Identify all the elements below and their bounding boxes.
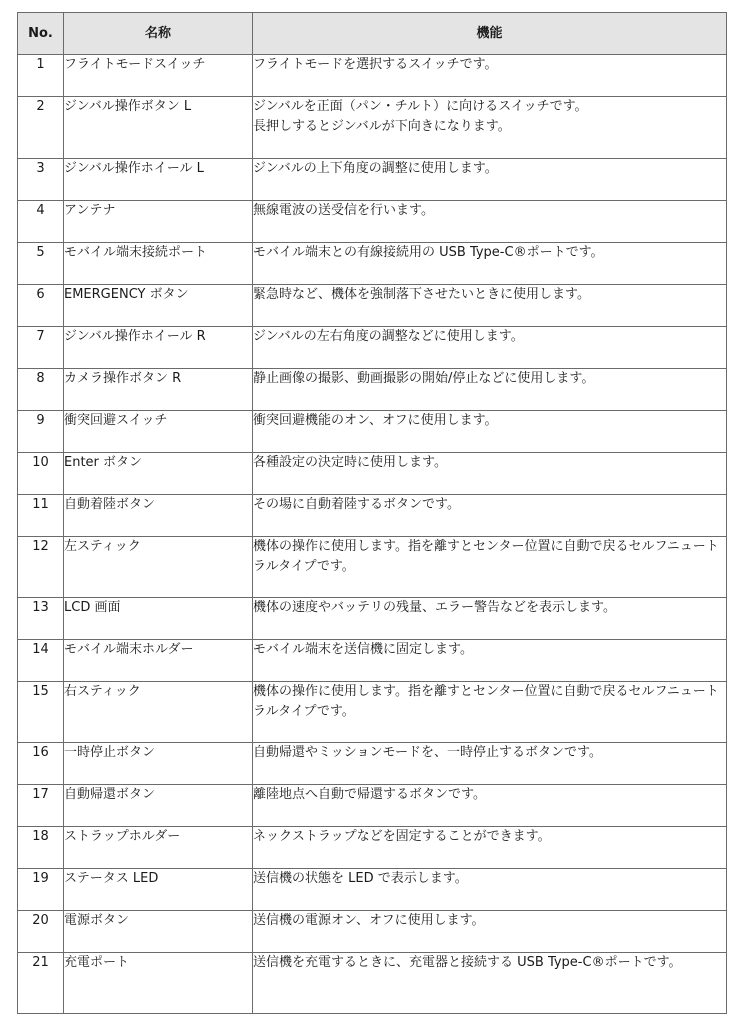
cell-name: EMERGENCY ボタン xyxy=(64,285,253,327)
cell-no: 7 xyxy=(18,327,64,369)
cell-no: 11 xyxy=(18,495,64,537)
cell-no: 20 xyxy=(18,911,64,953)
table-row xyxy=(18,327,727,369)
cell-no: 1 xyxy=(18,55,64,97)
cell-function: 離陸地点へ自動で帰還するボタンです。 xyxy=(253,785,727,827)
cell-no: 21 xyxy=(18,953,64,1014)
cell-no: 6 xyxy=(18,285,64,327)
document-page xyxy=(17,12,726,1014)
table-row xyxy=(18,453,727,495)
cell-no: 8 xyxy=(18,369,64,411)
table-row xyxy=(18,55,727,97)
cell-no: 3 xyxy=(18,159,64,201)
cell-function: ネックストラップなどを固定することができます。 xyxy=(253,827,727,869)
cell-function: ジンバルの左右角度の調整などに使用します。 xyxy=(253,327,727,369)
cell-function: 送信機の電源オン、オフに使用します。 xyxy=(253,911,727,953)
cell-function: 機体の操作に使用します。指を離すとセンター位置に自動で戻るセルフニュートラルタイプです。 xyxy=(253,537,727,598)
cell-function: モバイル端末を送信機に固定します。 xyxy=(253,640,727,682)
cell-name: モバイル端末ホルダー xyxy=(64,640,253,682)
cell-name: モバイル端末接続ポート xyxy=(64,243,253,285)
cell-name: 一時停止ボタン xyxy=(64,743,253,785)
cell-name: ステータス LED xyxy=(64,869,253,911)
cell-no: 10 xyxy=(18,453,64,495)
cell-no: 15 xyxy=(18,682,64,743)
cell-function: モバイル端末との有線接続用の USB Type-C®ポートです。 xyxy=(253,243,727,285)
cell-no: 2 xyxy=(18,97,64,159)
header-no: No. xyxy=(18,13,64,55)
table-row xyxy=(18,640,727,682)
cell-no: 18 xyxy=(18,827,64,869)
cell-name: 左スティック xyxy=(64,537,253,598)
cell-function: ジンバルを正面（パン・チルト）に向けるスイッチです。 長押しするとジンバルが下向きになります。 xyxy=(253,97,727,159)
cell-no: 19 xyxy=(18,869,64,911)
cell-function: 機体の操作に使用します。指を離すとセンター位置に自動で戻るセルフニュートラルタイプです。 xyxy=(253,682,727,743)
cell-name: 自動帰還ボタン xyxy=(64,785,253,827)
cell-function: フライトモードを選択するスイッチです。 xyxy=(253,55,727,97)
cell-function: 衝突回避機能のオン、オフに使用します。 xyxy=(253,411,727,453)
cell-no: 12 xyxy=(18,537,64,598)
cell-function: 送信機を充電するときに、充電器と接続する USB Type-C®ポートです。 xyxy=(253,953,727,1014)
cell-function: その場に自動着陸するボタンです。 xyxy=(253,495,727,537)
cell-function: 各種設定の決定時に使用します。 xyxy=(253,453,727,495)
table-row xyxy=(18,159,727,201)
cell-name: ジンバル操作ボタン L xyxy=(64,97,253,159)
table-row xyxy=(18,243,727,285)
table-row xyxy=(18,97,727,159)
table-header-row xyxy=(18,13,727,55)
cell-no: 16 xyxy=(18,743,64,785)
table-row xyxy=(18,598,727,640)
cell-name: 右スティック xyxy=(64,682,253,743)
cell-name: ストラップホルダー xyxy=(64,827,253,869)
table-row xyxy=(18,911,727,953)
cell-function: 無線電波の送受信を行います。 xyxy=(253,201,727,243)
cell-name: 衝突回避スイッチ xyxy=(64,411,253,453)
table-row xyxy=(18,411,727,453)
cell-function: 緊急時など、機体を強制落下させたいときに使用します。 xyxy=(253,285,727,327)
cell-no: 17 xyxy=(18,785,64,827)
table-row xyxy=(18,285,727,327)
table-row xyxy=(18,869,727,911)
cell-function: 送信機の状態を LED で表示します。 xyxy=(253,869,727,911)
table-row xyxy=(18,537,727,598)
cell-no: 13 xyxy=(18,598,64,640)
table-row xyxy=(18,682,727,743)
cell-name: アンテナ xyxy=(64,201,253,243)
cell-no: 14 xyxy=(18,640,64,682)
table-row xyxy=(18,369,727,411)
cell-no: 5 xyxy=(18,243,64,285)
cell-no: 4 xyxy=(18,201,64,243)
cell-name: Enter ボタン xyxy=(64,453,253,495)
table-row xyxy=(18,953,727,1014)
cell-function: 機体の速度やバッテリの残量、エラー警告などを表示します。 xyxy=(253,598,727,640)
cell-name: 自動着陸ボタン xyxy=(64,495,253,537)
table-body xyxy=(18,55,727,1014)
cell-function: ジンバルの上下角度の調整に使用します。 xyxy=(253,159,727,201)
cell-no: 9 xyxy=(18,411,64,453)
component-table xyxy=(17,12,727,1014)
table-row xyxy=(18,495,727,537)
table-row xyxy=(18,743,727,785)
cell-name: カメラ操作ボタン R xyxy=(64,369,253,411)
cell-name: 電源ボタン xyxy=(64,911,253,953)
header-name: 名称 xyxy=(64,13,253,55)
cell-name: LCD 画面 xyxy=(64,598,253,640)
cell-name: フライトモードスイッチ xyxy=(64,55,253,97)
table-row xyxy=(18,827,727,869)
cell-function: 静止画像の撮影、動画撮影の開始/停止などに使用します。 xyxy=(253,369,727,411)
cell-name: ジンバル操作ホイール R xyxy=(64,327,253,369)
header-function: 機能 xyxy=(253,13,727,55)
table-row xyxy=(18,785,727,827)
cell-name: ジンバル操作ホイール L xyxy=(64,159,253,201)
cell-function: 自動帰還やミッションモードを、一時停止するボタンです。 xyxy=(253,743,727,785)
table-row xyxy=(18,201,727,243)
cell-name: 充電ポート xyxy=(64,953,253,1014)
